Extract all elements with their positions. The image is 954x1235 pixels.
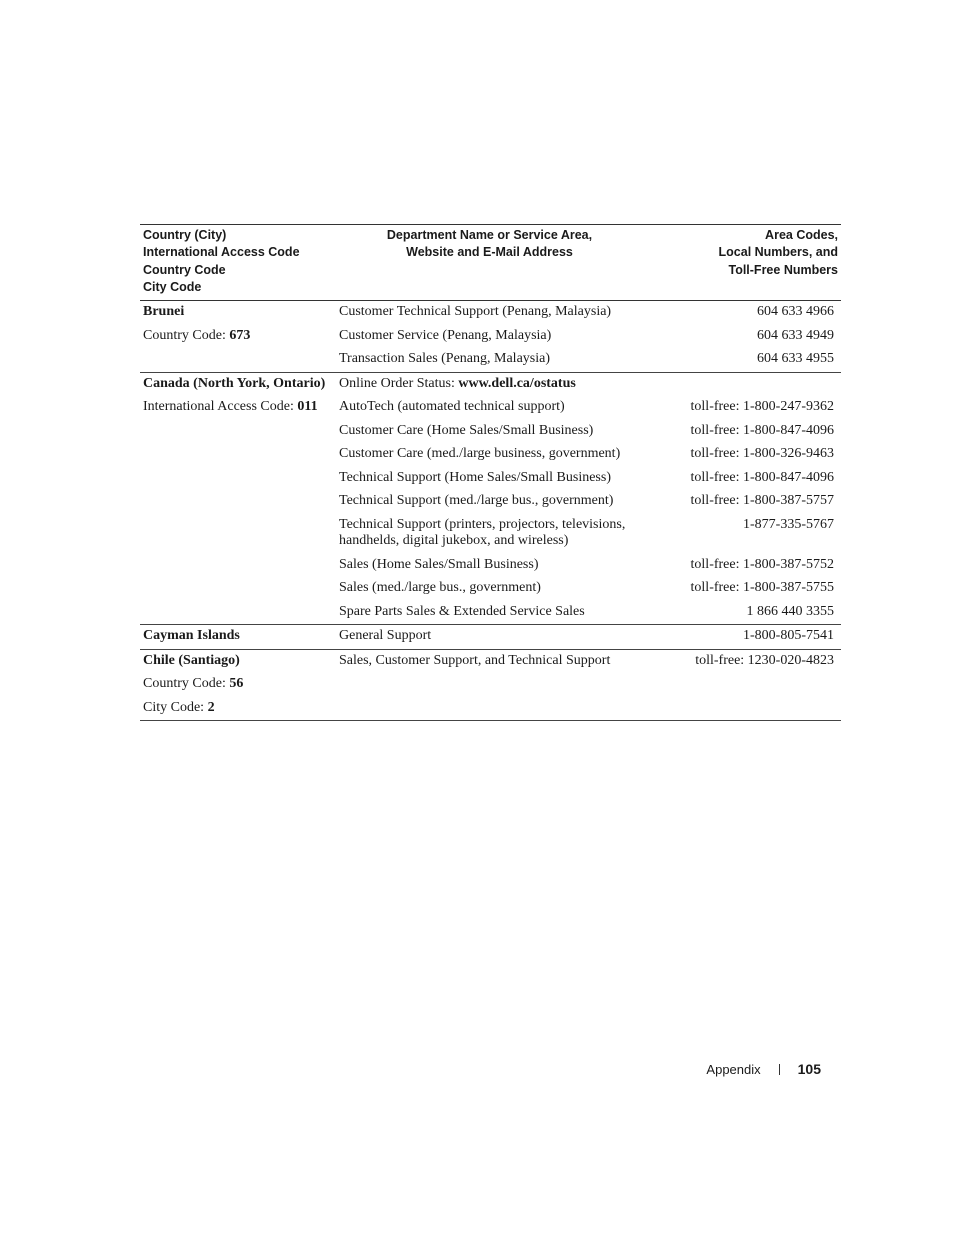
phone-number: toll-free: 1230-020-4823: [695, 652, 834, 668]
table-row: [336, 396, 841, 420]
table-row: [336, 348, 841, 372]
service-description: [336, 601, 686, 625]
service-description: [336, 348, 686, 372]
phone-number: toll-free: 1-800-326-9463: [690, 446, 834, 462]
service-description: [336, 650, 686, 674]
service-text: Transaction Sales (Penang, Malaysia): [339, 351, 550, 367]
service-text: Sales (Home Sales/Small Business): [339, 556, 539, 572]
header-col-numbers: [643, 227, 841, 296]
service-rows: [336, 373, 841, 625]
service-description: [336, 325, 686, 349]
service-rows: [336, 650, 841, 721]
service-description: [336, 420, 686, 444]
country-name: [143, 301, 336, 325]
service-description: [336, 514, 686, 554]
country-cell: [140, 373, 336, 625]
page-footer: [706, 1061, 821, 1077]
country-group: [140, 650, 841, 722]
phone-number: toll-free: 1-800-387-5757: [690, 493, 834, 509]
table-row: [336, 325, 841, 349]
header-line: International Access Code: [143, 245, 300, 260]
country-label: City Code:: [143, 699, 208, 715]
service-text: Customer Care (med./large business, government): [339, 446, 621, 462]
phone-number: 604 633 4955: [757, 351, 834, 367]
country-cell: [140, 301, 336, 372]
country-label: Canada (North York, Ontario): [143, 375, 326, 391]
service-text: Online Order Status:: [339, 375, 459, 391]
header-col-country: [140, 227, 336, 296]
service-text: Technical Support (Home Sales/Small Business): [339, 469, 611, 485]
phone-number: toll-free: 1-800-387-5752: [690, 556, 834, 572]
table-header: [140, 225, 841, 301]
header-col-department: [336, 227, 643, 296]
country-label: Country Code:: [143, 676, 230, 692]
country-name: [143, 373, 336, 397]
service-description: [336, 301, 686, 325]
country-detail: [143, 325, 336, 349]
service-rows: [336, 301, 841, 372]
country-label: Country Code:: [143, 327, 230, 343]
header-line: City Code: [143, 279, 202, 294]
country-cell: [140, 625, 336, 649]
table-row: [336, 514, 841, 554]
country-value: 011: [297, 399, 318, 415]
table-row: [336, 490, 841, 514]
header-line: Local Numbers, and: [718, 245, 838, 260]
service-website: www.dell.ca/ostatus: [458, 375, 576, 391]
phone-number: toll-free: 1-800-387-5755: [690, 580, 834, 596]
page-number: 105: [797, 1061, 821, 1077]
phone-number: 1-800-805-7541: [743, 628, 834, 644]
service-rows: [336, 625, 841, 649]
service-text: Technical Support (med./large bus., government): [339, 493, 614, 509]
country-label: Cayman Islands: [143, 628, 240, 644]
service-description: [336, 373, 686, 397]
header-line: Department Name or Service Area,: [386, 228, 593, 242]
table-row: [336, 467, 841, 491]
service-text: Spare Parts Sales & Extended Service Sales: [339, 603, 585, 619]
phone-number: 1-877-335-5767: [743, 516, 834, 532]
country-group: [140, 625, 841, 650]
table-row: [336, 443, 841, 467]
service-text: Technical Support (printers, projectors, televisions, handhelds, digital jukebox, and wireless): [339, 516, 626, 549]
service-description: [336, 490, 686, 514]
footer-separator: [779, 1064, 780, 1075]
country-name: [143, 650, 336, 674]
country-group: [140, 301, 841, 373]
header-line: Country (City): [143, 228, 227, 242]
phone-number: toll-free: 1-800-847-4096: [690, 422, 834, 438]
country-label: Chile (Santiago): [143, 652, 240, 668]
country-value: 56: [229, 676, 244, 692]
service-description: [336, 625, 686, 649]
table-row: [336, 554, 841, 578]
service-description: [336, 443, 686, 467]
service-text: General Support: [339, 628, 432, 644]
country-name: [143, 625, 336, 649]
phone-number: toll-free: 1-800-847-4096: [690, 469, 834, 485]
header-line: Area Codes,: [765, 228, 838, 242]
service-description: [336, 396, 686, 420]
country-detail: [143, 396, 336, 420]
service-text: Customer Technical Support (Penang, Malaysia): [339, 304, 612, 320]
header-line: Website and E-Mail Address: [406, 245, 573, 260]
service-description: [336, 554, 686, 578]
country-group: [140, 373, 841, 626]
country-cell: [140, 650, 336, 721]
service-description: [336, 577, 686, 601]
phone-number: 1 866 440 3355: [746, 603, 834, 619]
service-text: AutoTech (automated technical support): [339, 399, 565, 415]
service-text: Sales, Customer Support, and Technical Support: [339, 652, 611, 668]
country-label: International Access Code:: [143, 399, 298, 415]
table-row: [336, 650, 841, 674]
phone-number: 604 633 4966: [757, 304, 834, 320]
country-value: 2: [207, 699, 215, 715]
service-text: Sales (med./large bus., government): [339, 580, 541, 596]
phone-number: [686, 373, 841, 397]
service-text: Customer Service (Penang, Malaysia): [339, 327, 552, 343]
table-row: [336, 301, 841, 325]
country-detail: [143, 673, 336, 697]
footer-section: Appendix: [706, 1061, 761, 1077]
table-body: [140, 301, 841, 721]
header-line: Country Code: [143, 262, 226, 277]
contact-table: [140, 224, 841, 721]
service-description: [336, 467, 686, 491]
table-row: [336, 577, 841, 601]
table-row: [336, 420, 841, 444]
service-text: Customer Care (Home Sales/Small Business): [339, 422, 594, 438]
phone-number: toll-free: 1-800-247-9362: [690, 399, 834, 415]
country-label: Brunei: [143, 304, 185, 320]
table-row: [336, 373, 841, 397]
header-line: Toll-Free Numbers: [728, 262, 838, 277]
country-value: 673: [229, 327, 251, 343]
country-detail: [143, 697, 336, 721]
table-row: [336, 601, 841, 625]
table-row: [336, 625, 841, 649]
phone-number: 604 633 4949: [757, 327, 834, 343]
